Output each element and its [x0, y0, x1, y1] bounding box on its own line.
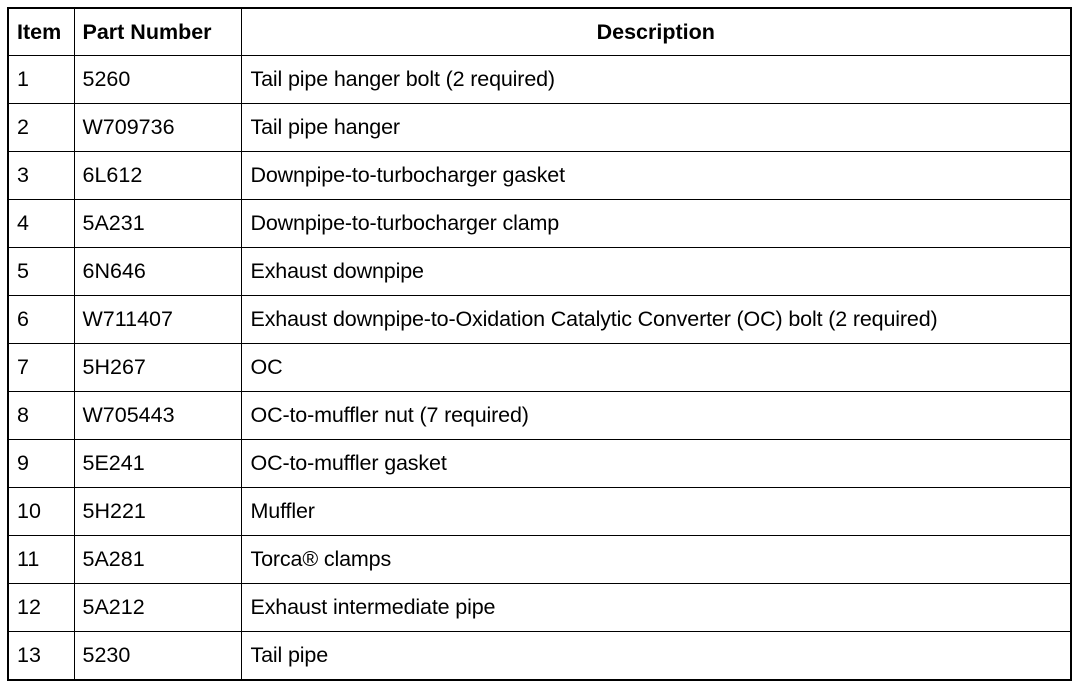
- description-cell: Exhaust downpipe: [241, 248, 1071, 296]
- table-header: [8, 8, 1071, 56]
- header-row: [8, 8, 1071, 56]
- description-cell: OC: [241, 344, 1071, 392]
- table-row: [8, 56, 1071, 104]
- description-cell: OC-to-muffler nut (7 required): [241, 392, 1071, 440]
- part-number-cell: 5230: [74, 632, 241, 681]
- table-row: [8, 200, 1071, 248]
- item-cell: 11: [8, 536, 74, 584]
- part-number-cell: 5A281: [74, 536, 241, 584]
- description-cell: Downpipe-to-turbocharger gasket: [241, 152, 1071, 200]
- table-row: [8, 344, 1071, 392]
- part-number-cell: 5A212: [74, 584, 241, 632]
- header-item: Item: [8, 8, 74, 56]
- table-row: [8, 248, 1071, 296]
- table-row: [8, 536, 1071, 584]
- part-number-cell: 5H221: [74, 488, 241, 536]
- item-cell: 7: [8, 344, 74, 392]
- description-cell: Torca® clamps: [241, 536, 1071, 584]
- header-description: Description: [241, 8, 1071, 56]
- part-number-cell: 5E241: [74, 440, 241, 488]
- table-row: [8, 296, 1071, 344]
- description-cell: Muffler: [241, 488, 1071, 536]
- description-cell: Exhaust intermediate pipe: [241, 584, 1071, 632]
- part-number-cell: W709736: [74, 104, 241, 152]
- description-cell: Tail pipe hanger bolt (2 required): [241, 56, 1071, 104]
- table-row: [8, 440, 1071, 488]
- item-cell: 10: [8, 488, 74, 536]
- part-number-cell: 6L612: [74, 152, 241, 200]
- item-cell: 3: [8, 152, 74, 200]
- item-cell: 13: [8, 632, 74, 681]
- part-number-cell: W711407: [74, 296, 241, 344]
- table-row: [8, 104, 1071, 152]
- part-number-cell: 5A231: [74, 200, 241, 248]
- description-cell: Downpipe-to-turbocharger clamp: [241, 200, 1071, 248]
- description-cell: Tail pipe: [241, 632, 1071, 681]
- description-cell: OC-to-muffler gasket: [241, 440, 1071, 488]
- item-cell: 8: [8, 392, 74, 440]
- part-number-cell: W705443: [74, 392, 241, 440]
- item-cell: 9: [8, 440, 74, 488]
- description-cell: Exhaust downpipe-to-Oxidation Catalytic Converter (OC) bolt (2 required): [241, 296, 1071, 344]
- item-cell: 1: [8, 56, 74, 104]
- part-number-cell: 5260: [74, 56, 241, 104]
- table-row: [8, 488, 1071, 536]
- part-number-cell: 5H267: [74, 344, 241, 392]
- parts-table: [7, 7, 1072, 681]
- item-cell: 4: [8, 200, 74, 248]
- part-number-cell: 6N646: [74, 248, 241, 296]
- item-cell: 2: [8, 104, 74, 152]
- item-cell: 12: [8, 584, 74, 632]
- item-cell: 6: [8, 296, 74, 344]
- table-row: [8, 584, 1071, 632]
- header-part-number: Part Number: [74, 8, 241, 56]
- table-row: [8, 152, 1071, 200]
- table-row: [8, 392, 1071, 440]
- table-body: [8, 56, 1071, 681]
- description-cell: Tail pipe hanger: [241, 104, 1071, 152]
- table-row: [8, 632, 1071, 681]
- item-cell: 5: [8, 248, 74, 296]
